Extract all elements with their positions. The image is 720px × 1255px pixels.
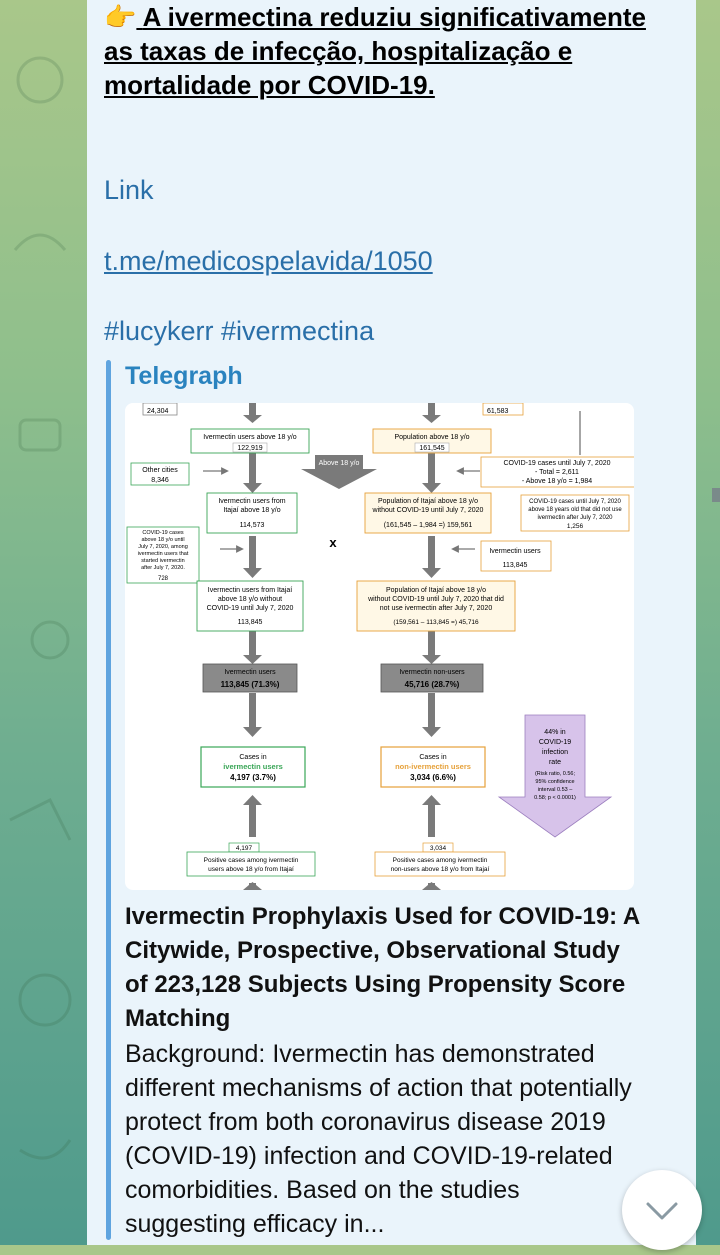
chat-right-margin: [696, 0, 720, 1245]
hashtags-link[interactable]: #lucykerr #ivermectina: [104, 316, 375, 346]
flow-text: 45,716 (28.7%): [404, 680, 460, 689]
flow-text: non-users above 18 y/o from Itajaí: [390, 866, 490, 873]
flow-text: (161,545 – 1,984 =) 159,561: [383, 522, 473, 529]
flow-text: Population of Itajaí above 18 y/o: [385, 587, 487, 594]
flow-text: 113,845 (71.3%): [220, 680, 280, 689]
flow-text: 122,919: [237, 445, 263, 452]
link-label: Link: [104, 175, 154, 205]
flow-text: Ivermectin users from Itajaí: [207, 587, 293, 594]
flow-text: non-ivermectin users: [395, 762, 471, 771]
flow-text: July 7, 2020, among: [138, 544, 188, 550]
pointing-hand-emoji: 👉: [104, 2, 137, 32]
preview-title[interactable]: Ivermectin Prophylaxis Used for COVID-19: A Citywide, Prospective, Observational Study of 223,128 Subjects Using Propensity Score Matching: [125, 903, 640, 1032]
edge-marker: [712, 488, 720, 502]
flow-text: - Total = 2,611: [535, 469, 579, 476]
flow-text: 44% in: [544, 729, 566, 736]
flow-text: COVID-19 cases: [142, 530, 184, 536]
flow-text: Itajaí above 18 y/o: [223, 507, 281, 514]
flow-text: COVID-19 cases until July 7, 2020: [529, 499, 621, 505]
flow-text: Ivermectin users: [224, 669, 276, 676]
flow-text: infection: [541, 749, 569, 756]
flow-text: 114,573: [239, 522, 265, 529]
flow-text: COVID-19 cases until July 7, 2020: [503, 460, 611, 467]
flow-text: Ivermectin users above 18 y/o: [203, 434, 297, 441]
flow-text: 728: [157, 576, 169, 582]
flow-top-left-n: 24,304: [147, 408, 169, 415]
flow-text: ivermectin users that: [137, 551, 189, 557]
flow-text: interval 0.53 –: [537, 787, 573, 793]
flow-text: 0.58; p < 0.0001): [534, 795, 576, 801]
flow-text: Positive cases among ivermectin: [203, 857, 299, 864]
flow-text: 95% confidence: [535, 779, 575, 785]
flow-text: rate: [548, 759, 562, 766]
flow-text: 8,346: [151, 477, 169, 484]
flow-text: not use ivermectin after July 7, 2020: [379, 605, 493, 612]
flow-text: Cases in: [419, 754, 447, 761]
flow-text: Population of Itajaí above 18 y/o: [377, 498, 479, 505]
flow-text: (Risk ratio, 0.56;: [534, 771, 576, 777]
flow-text: Ivermectin users from: [218, 498, 286, 505]
flow-text: 113,845: [502, 562, 528, 569]
flow-text: 4,197: [235, 845, 253, 852]
flow-text: 1,256: [566, 523, 584, 530]
flow-text: Other cities: [142, 467, 178, 474]
flow-text: COVID-19 until July 7, 2020: [206, 605, 294, 612]
flow-text: Ivermectin non-users: [399, 669, 465, 676]
flow-text: Ivermectin users: [489, 548, 541, 555]
flow-text: above 18 y/o until: [141, 537, 185, 543]
flow-text: after July 7, 2020.: [141, 565, 185, 571]
flow-text: users above 18 y/o from Itajaí: [208, 866, 294, 873]
preview-image[interactable]: [125, 403, 634, 890]
flow-text: - Above 18 y/o = 1,984: [521, 478, 593, 485]
flow-text: x: [329, 535, 337, 550]
flow-text: 161,545: [419, 445, 445, 452]
flow-text: Positive cases among ivermectin: [392, 857, 488, 864]
flow-text: ivermectin users: [223, 762, 283, 771]
flow-text: 113,845: [237, 619, 263, 626]
message-url-link[interactable]: t.me/medicospelavida/1050: [104, 246, 433, 276]
flow-text: Population above 18 y/o: [394, 434, 470, 441]
chevron-down-icon: [622, 1170, 702, 1250]
flow-text: (159,561 – 113,845 =) 45,716: [393, 619, 479, 626]
headline-text: A ivermectina reduziu significativamente as taxas de infecção, hospitalização e mortalidade por COVID-19.: [104, 2, 646, 100]
flow-text: Cases in: [239, 754, 267, 761]
scroll-down-button[interactable]: [622, 1170, 702, 1250]
flow-text: above 18 y/o without: [217, 596, 283, 603]
flow-text: without COVID-19 until July 7, 2020 that did: [368, 596, 504, 603]
message-headline: [104, 0, 664, 102]
preview-accent-bar: [106, 360, 111, 1240]
flow-text: ivermectin after July 7, 2020: [537, 515, 613, 521]
flow-text: Above 18 y/o: [318, 460, 360, 467]
flow-top-right-n: 61,583: [487, 408, 509, 415]
preview-site-name[interactable]: Telegraph: [125, 362, 243, 390]
flow-text: COVID-19: [538, 739, 572, 746]
flow-text: 3,034 (6.6%): [410, 773, 456, 782]
flow-text: started ivermectin: [141, 558, 185, 564]
flow-text: without COVID-19 until July 7, 2020: [372, 507, 484, 514]
flow-text: above 18 years old that did not use: [528, 507, 622, 513]
flow-text: 3,034: [429, 845, 447, 852]
flow-text: 4,197 (3.7%): [230, 773, 276, 782]
preview-description: Background: Ivermectin has demonstrated different mechanisms of action that potentially protect from both coronavirus disease 2019 (COVID-19) infection and COVID-19-related comorbidities. Based on the studies suggesting efficacy in...: [125, 1040, 632, 1238]
